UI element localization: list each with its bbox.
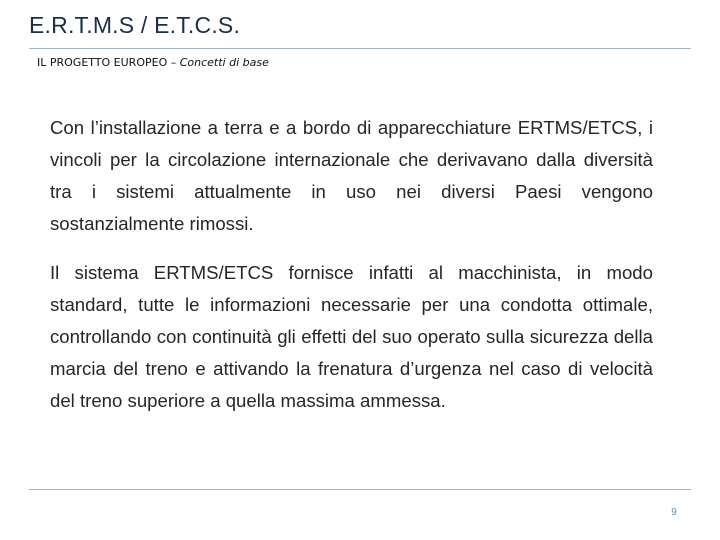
- slide-title: E.R.T.M.S / E.T.C.S.: [29, 12, 241, 38]
- page-number: 9: [671, 507, 677, 518]
- slide-subtitle: [37, 56, 269, 69]
- title-divider: [29, 48, 691, 49]
- body-paragraph-1: Con l’installazione a terra e a bordo di apparecchiature ERTMS/ETCS, i vincoli per la circolazione internazionale che derivavano dalla diversità tra i sistemi attualmente in uso nei diversi Paesi vengono sostanzialmente rimossi.: [50, 117, 653, 234]
- body-paragraph-2: Il sistema ERTMS/ETCS fornisce infatti al macchinista, in modo standard, tutte le informazioni necessarie per una condotta ottimale, controllando con continuità gli effetti del suo operato sulla sicurezza della marcia del treno e attivando la frenatura d’urgenza nel caso di velocità del treno superiore a quella massima ammessa.: [50, 262, 653, 411]
- footer-divider: [29, 489, 691, 490]
- subtitle-emphasis: Concetti di base: [179, 56, 269, 69]
- subtitle-prefix: IL PROGETTO EUROPEO –: [37, 56, 180, 69]
